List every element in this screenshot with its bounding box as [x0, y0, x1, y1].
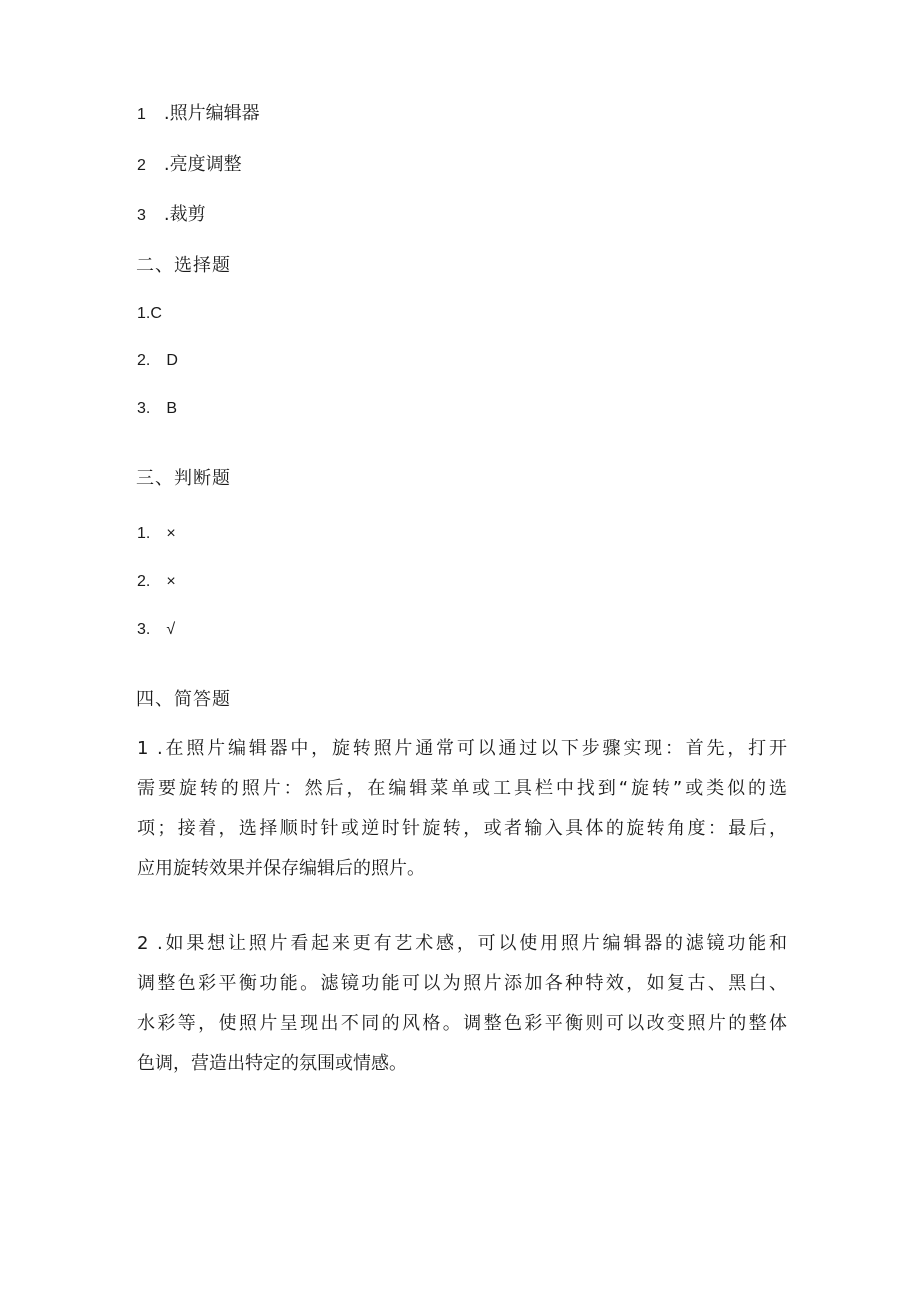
- paragraph-line: 2 .如果想让照片看起来更有艺术感，可以使用照片编辑器的滤镜功能和: [137, 933, 787, 954]
- fill-answer-2: [137, 153, 242, 178]
- item-number: 3.: [137, 400, 151, 417]
- item-text: .裁剪: [163, 204, 206, 225]
- judge-answer-2: [137, 570, 176, 594]
- item-number: 2.: [137, 352, 151, 369]
- paragraph-line: 水彩等，使照片呈现出不同的风格。调整色彩平衡则可以改变照片的整体: [137, 1013, 787, 1034]
- item-text: .亮度调整: [163, 154, 242, 175]
- paragraph-line: 需要旋转的照片：然后，在编辑菜单或工具栏中找到“旋转”或类似的选: [137, 778, 787, 799]
- item-answer: D: [166, 352, 178, 369]
- item-text: .照片编辑器: [163, 103, 260, 124]
- section-heading-short-answer: 四、简答题: [136, 689, 231, 710]
- paragraph-line: 1 .在照片编辑器中，旋转照片通常可以通过以下步骤实现：首先，打开: [137, 738, 787, 759]
- paragraph-line: 应用旋转效果并保存编辑后的照片。: [137, 858, 425, 879]
- item-number: 2.: [137, 573, 151, 590]
- short-answer-2: [137, 928, 787, 1080]
- item-number: 3.: [137, 621, 151, 638]
- item-answer: ×: [166, 573, 176, 590]
- paragraph-line: 色调，营造出特定的氛围或情感。: [137, 1053, 407, 1074]
- item-answer: √: [166, 621, 176, 638]
- item-answer: B: [166, 400, 178, 417]
- paragraph-line: 调整色彩平衡功能。滤镜功能可以为照片添加各种特效，如复古、黑白、: [137, 973, 787, 994]
- item-number: 3: [137, 207, 146, 224]
- judge-answer-1: [137, 522, 176, 546]
- section-heading-choice: 二、选择题: [136, 255, 231, 276]
- item-number: 1.: [137, 525, 151, 542]
- item-number: 2: [137, 157, 146, 174]
- section-heading-judge: 三、判断题: [136, 468, 231, 489]
- paragraph-line: 项；接着，选择顺时针或逆时针旋转，或者输入具体的旋转角度：最后，: [137, 818, 787, 839]
- fill-answer-3: [137, 203, 206, 228]
- choice-answer-3: [137, 397, 177, 421]
- judge-answer-3: [137, 618, 175, 642]
- short-answer-1: [137, 733, 787, 885]
- choice-answer-1: 1.C: [137, 305, 162, 322]
- choice-answer-2: [137, 349, 178, 373]
- item-answer: ×: [166, 525, 176, 542]
- fill-answer-1: [137, 102, 260, 127]
- item-number: 1: [137, 106, 146, 123]
